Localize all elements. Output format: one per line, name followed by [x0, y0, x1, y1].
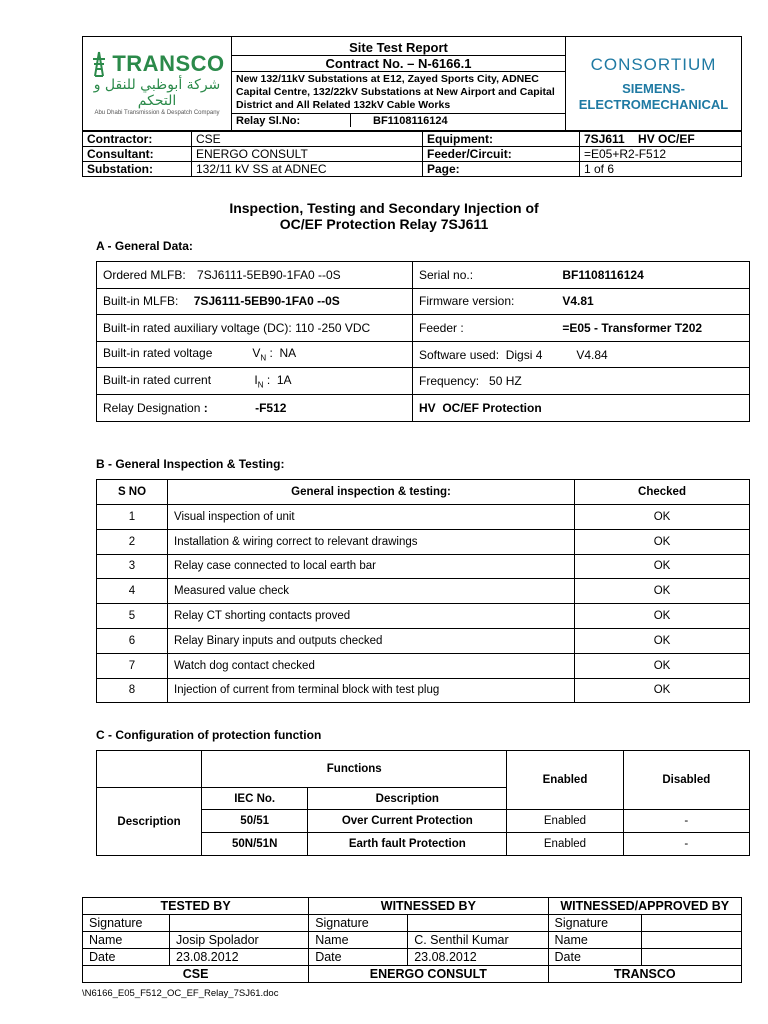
rated-current-label: Built-in rated current [103, 372, 212, 387]
row-sno: 4 [97, 579, 168, 604]
table-row [97, 505, 750, 530]
table-row [97, 529, 750, 554]
project-info-table [82, 131, 742, 177]
empty-corner-cell [97, 751, 202, 788]
name-label: Name [309, 932, 408, 949]
rated-voltage-symbol: V [252, 346, 261, 361]
tested-by-header: TESTED BY [83, 898, 309, 915]
row-sno: 6 [97, 628, 168, 653]
title-line2: OC/EF Protection Relay 7SJ611 [279, 216, 489, 232]
consortium-line2: ELECTROMECHANICAL [578, 96, 729, 112]
rated-voltage-value: : NA [269, 346, 297, 361]
row-checked: OK [575, 529, 750, 554]
document-title [0, 200, 768, 232]
row-checked: OK [575, 579, 750, 604]
table-row [97, 678, 750, 703]
aux-voltage: Built-in rated auxiliary voltage (DC): 110 -250 VDC [97, 315, 413, 342]
consortium-title: CONSORTIUM [590, 54, 717, 74]
date-label: Date [309, 949, 408, 966]
enabled-header: Enabled [507, 751, 623, 810]
relay-sl-value: BF1108116124 [373, 114, 448, 127]
equipment-value: 7SJ611 HV OC/EF [580, 132, 742, 147]
signature-table [82, 897, 742, 983]
contractor-label: Contractor: [83, 132, 192, 147]
date-label: Date [548, 949, 641, 966]
row-checked: OK [575, 628, 750, 653]
row-checked: OK [575, 554, 750, 579]
substation-label: Substation: [83, 162, 192, 177]
software-label: Software used: Digsi 4 [419, 347, 543, 362]
row-description: Relay case connected to local earth bar [168, 554, 575, 579]
row-description: Installation & wiring correct to relevant drawings [168, 529, 575, 554]
tested-signature [170, 915, 309, 932]
date-label: Date [83, 949, 170, 966]
tested-name: Josip Spolador [170, 932, 309, 949]
row-sno: 5 [97, 604, 168, 629]
row-description: Watch dog contact checked [168, 653, 575, 678]
table-row [97, 554, 750, 579]
description-row-label: Description [97, 788, 202, 856]
consortium-line1: SIEMENS- [622, 80, 685, 96]
column-header-sno: S NO [97, 480, 168, 505]
configuration-table [96, 750, 750, 856]
approved-name [641, 932, 741, 949]
disabled-header: Disabled [623, 751, 749, 810]
row-sno: 7 [97, 653, 168, 678]
serial-label: Serial no.: [419, 267, 474, 282]
table-row [97, 579, 750, 604]
firmware-value: V4.81 [562, 294, 594, 309]
feeder-value: =E05+R2-F512 [580, 147, 742, 162]
row-sno: 8 [97, 678, 168, 703]
logo-arabic: شركة أبوظبي للنقل و التحكم [93, 77, 221, 109]
designation-value: -F512 [255, 400, 287, 415]
page-label: Page: [423, 162, 580, 177]
function-disabled: - [623, 833, 749, 856]
row-description: Relay CT shorting contacts proved [168, 604, 575, 629]
frequency: Frequency: 50 HZ [413, 368, 750, 395]
row-description: Relay Binary inputs and outputs checked [168, 628, 575, 653]
witness-signature [408, 915, 548, 932]
table-row [97, 628, 750, 653]
row-sno: 3 [97, 554, 168, 579]
table-row [97, 653, 750, 678]
name-label: Name [83, 932, 170, 949]
section-b-heading: B - General Inspection & Testing: [96, 457, 285, 471]
approved-by-header: WITNESSED/APPROVED BY [548, 898, 741, 915]
section-a-heading: A - General Data: [96, 239, 193, 253]
software-value: V4.84 [576, 347, 608, 362]
equipment-label: Equipment: [423, 132, 580, 147]
rated-current-subscript: N [257, 380, 264, 390]
approved-date [641, 949, 741, 966]
logo-text: TRANSCO [112, 51, 225, 76]
title-line1: Inspection, Testing and Secondary Injection of [229, 200, 539, 216]
witness-date: 23.08.2012 [408, 949, 548, 966]
approved-signature [641, 915, 741, 932]
feeder-label-a: Feeder : [419, 320, 464, 335]
row-sno: 2 [97, 529, 168, 554]
consultant-label: Consultant: [83, 147, 192, 162]
relay-sl-label: Relay Sl.No: [232, 114, 351, 128]
row-checked: OK [575, 653, 750, 678]
org-energo: ENERGO CONSULT [309, 966, 548, 983]
feeder-value-a: =E05 - Transformer T202 [562, 320, 703, 335]
contract-number: Contract No. – N-6166.1 [232, 56, 565, 72]
tested-date: 23.08.2012 [170, 949, 309, 966]
function-enabled: Enabled [507, 810, 623, 833]
ordered-mlfb-label: Ordered MLFB: [103, 267, 186, 282]
row-checked: OK [575, 678, 750, 703]
row-checked: OK [575, 604, 750, 629]
builtin-mlfb-value: 7SJ6111-5EB90-1FA0 --0S [193, 294, 340, 309]
feeder-label: Feeder/Circuit: [423, 147, 580, 162]
function-description: Over Current Protection [308, 810, 507, 833]
builtin-mlfb-label: Built-in MLFB: [103, 294, 179, 309]
serial-value: BF1108116124 [562, 267, 644, 282]
iec-header: IEC No. [202, 788, 308, 810]
row-sno: 1 [97, 505, 168, 530]
rated-current-value: : 1A [266, 372, 292, 387]
function-disabled: - [623, 810, 749, 833]
org-cse: CSE [83, 966, 309, 983]
report-title: Site Test Report [232, 40, 565, 56]
transco-logo [83, 37, 232, 131]
report-title-block [232, 37, 566, 131]
designation-label: Relay Designation [103, 400, 201, 415]
ordered-mlfb-value: 7SJ6111-5EB90-1FA0 --0S [197, 267, 341, 282]
witnessed-by-header: WITNESSED BY [309, 898, 548, 915]
document-path: \N6166_E05_F512_OC_EF_Relay_7SJ61.doc [82, 988, 279, 999]
rated-voltage-subscript: N [260, 353, 267, 363]
designation-colon: : [203, 400, 208, 415]
table-row [97, 604, 750, 629]
section-c-heading: C - Configuration of protection function [96, 728, 322, 742]
name-label: Name [548, 932, 641, 949]
signature-label: Signature [548, 915, 641, 932]
contractor-value: CSE [192, 132, 423, 147]
row-checked: OK [575, 505, 750, 530]
protection-value: HV OC/EF Protection [413, 394, 750, 421]
witness-name: C. Senthil Kumar [408, 932, 548, 949]
consortium-block [566, 37, 742, 131]
report-header [82, 36, 742, 131]
firmware-label: Firmware version: [419, 294, 515, 309]
project-description: New 132/11kV Substations at E12, Zayed Sports City, ADNEC Capital Centre, 132/22kV Substations at New Airport and Capital District and All Related 132kV Cable Works [232, 72, 565, 114]
general-data-table [96, 261, 750, 422]
function-description: Earth fault Protection [308, 833, 507, 856]
consultant-value: ENERGO CONSULT [192, 147, 423, 162]
row-description: Injection of current from terminal block with test plug [168, 678, 575, 703]
row-description: Measured value check [168, 579, 575, 604]
rated-voltage-label: Built-in rated voltage [103, 346, 213, 361]
function-iec: 50N/51N [202, 833, 308, 856]
logo-english: Abu Dhabi Transmission & Despatch Company [94, 110, 220, 116]
rated-current-symbol: I [254, 372, 258, 387]
page-value: 1 of 6 [580, 162, 742, 177]
signature-label: Signature [309, 915, 408, 932]
signature-label: Signature [83, 915, 170, 932]
row-description: Visual inspection of unit [168, 505, 575, 530]
org-transco: TRANSCO [548, 966, 741, 983]
column-header-inspection: General inspection & testing: [168, 480, 575, 505]
substation-value: 132/11 kV SS at ADNEC [192, 162, 423, 177]
functions-header: Functions [202, 751, 507, 788]
column-header-checked: Checked [575, 480, 750, 505]
inspection-table [96, 479, 750, 703]
function-enabled: Enabled [507, 833, 623, 856]
pylon-icon [89, 51, 109, 77]
description-header: Description [308, 788, 507, 810]
function-iec: 50/51 [202, 810, 308, 833]
